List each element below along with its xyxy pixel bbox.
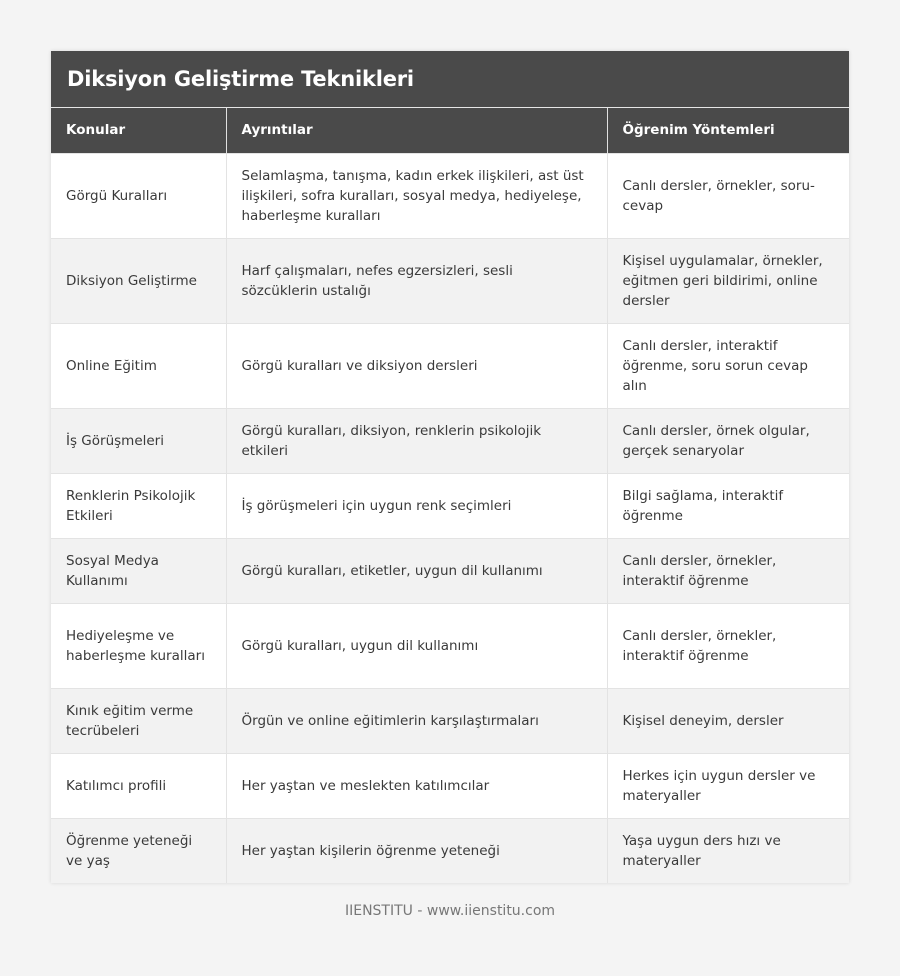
cell-details: Görgü kuralları ve diksiyon dersleri [226,323,607,408]
column-header-konular: Konular [51,108,226,153]
table-row [51,323,849,408]
cell-topic: Katılımcı profili [51,753,226,818]
table-row [51,688,849,753]
table-row [51,603,849,688]
cell-methods: Canlı dersler, örnekler, interaktif öğrenme [607,603,849,688]
title-bar [51,51,849,108]
table-row [51,818,849,883]
cell-topic: Hediyeleşme ve haberleşme kuralları [51,603,226,688]
table-row [51,753,849,818]
cell-methods: Canlı dersler, örnekler, interaktif öğrenme [607,538,849,603]
cell-methods: Kişisel uygulamalar, örnekler, eğitmen geri bildirimi, online dersler [607,238,849,323]
cell-topic: Online Eğitim [51,323,226,408]
table-row [51,538,849,603]
header-row [51,108,849,153]
cell-methods: Canlı dersler, interaktif öğrenme, soru sorun cevap alın [607,323,849,408]
column-header-ayrintilar: Ayrıntılar [226,108,607,153]
cell-details: Görgü kuralları, uygun dil kullanımı [226,603,607,688]
cell-methods: Canlı dersler, örnek olgular, gerçek senaryolar [607,408,849,473]
cell-details: Görgü kuralları, etiketler, uygun dil kullanımı [226,538,607,603]
cell-topic: Sosyal Medya Kullanımı [51,538,226,603]
cell-details: Örgün ve online eğitimlerin karşılaştırmaları [226,688,607,753]
cell-details: Görgü kuralları, diksiyon, renklerin psikolojik etkileri [226,408,607,473]
cell-methods: Bilgi sağlama, interaktif öğrenme [607,473,849,538]
cell-methods: Kişisel deneyim, dersler [607,688,849,753]
cell-topic: Öğrenme yeteneği ve yaş [51,818,226,883]
cell-methods: Canlı dersler, örnekler, soru-cevap [607,153,849,238]
cell-methods: Yaşa uygun ders hızı ve materyaller [607,818,849,883]
cell-topic: İş Görüşmeleri [51,408,226,473]
table-title: Diksiyon Geliştirme Teknikleri [67,67,414,91]
table-row [51,473,849,538]
cell-topic: Kınık eğitim verme tecrübeleri [51,688,226,753]
table-row [51,238,849,323]
cell-details: Selamlaşma, tanışma, kadın erkek ilişkileri, ast üst ilişkileri, sofra kuralları, sosyal medya, hediyeleşe, haberleşme kuralları [226,153,607,238]
cell-topic: Diksiyon Geliştirme [51,238,226,323]
cell-topic: Renklerin Psikolojik Etkileri [51,473,226,538]
cell-details: Harf çalışmaları, nefes egzersizleri, sesli sözcüklerin ustalığı [226,238,607,323]
column-header-ogrenim-yontemleri: Öğrenim Yöntemleri [607,108,849,153]
cell-details: İş görüşmeleri için uygun renk seçimleri [226,473,607,538]
cell-methods: Herkes için uygun dersler ve materyaller [607,753,849,818]
cell-topic: Görgü Kuralları [51,153,226,238]
table-card [51,51,849,883]
cell-details: Her yaştan kişilerin öğrenme yeteneği [226,818,607,883]
data-table [51,108,849,883]
table-row [51,153,849,238]
table-row [51,408,849,473]
footer-credit: IIENSTITU - www.iienstitu.com [344,903,556,919]
cell-details: Her yaştan ve meslekten katılımcılar [226,753,607,818]
